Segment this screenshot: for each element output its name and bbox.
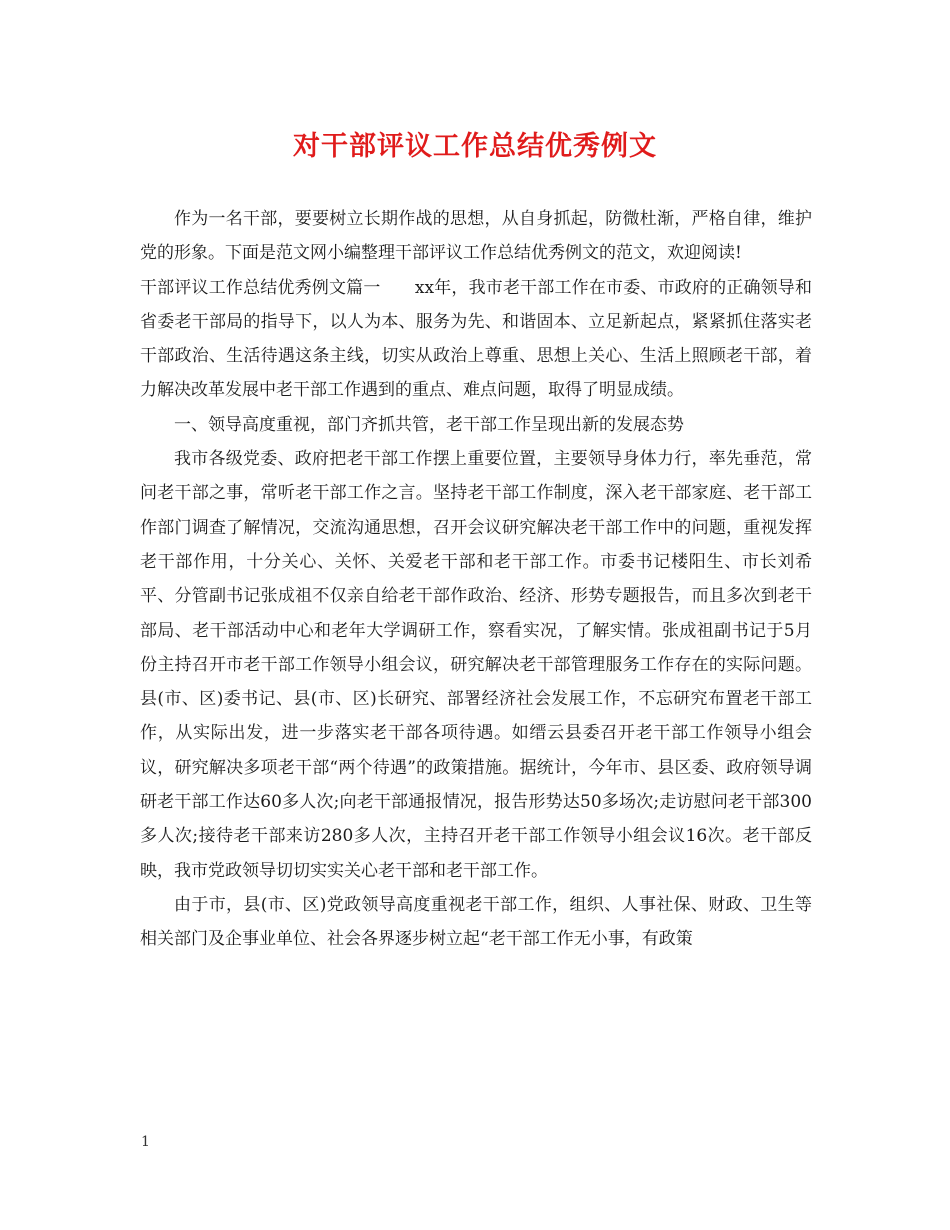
detail-paragraph: 我市各级党委、政府把老干部工作摆上重要位置，主要领导身体力行，率先垂范，常问老干部之事，常听老干部工作之言。坚持老干部工作制度，深入老干部家庭、老干部工作部门调查了解情况，交流沟通思想，召开会议研究解决老干部工作中的问题，重视发挥老干部作用，十分关心、关怀、关爱老干部和老干部工作。市委书记楼阳生、市长刘希平、分管副书记张成祖不仅亲自给老干部作政治、经济、形势专题报告，而且多次到老干部局、老干部活动中心和老年大学调研工作，察看实况，了解实情。张成祖副书记于5月份主持召开市老干部工作领导小组会议，研究解决老干部管理服务工作存在的实际问题。县(市、区)委书记、县(市、区)长研究、部署经济社会发展工作，不忘研究布置老干部工作，从实际出发，进一步落实老干部各项待遇。如缙云县委召开老干部工作领导小组会议，研究解决多项老干部“两个待遇”的政策措施。据统计，今年市、县区委、政府领导调研老干部工作达60多人次;向老干部通报情况，报告形势达50多场次;走访慰问老干部300多人次;接待老干部来访280多人次，主持召开老干部工作领导小组会议16次。老干部反映，我市党政领导切切实实关心老干部和老干部工作。 (140, 449, 812, 881)
continuation-paragraph: 由于市，县(市、区)党政领导高度重视老干部工作，组织、人事社保、财政、卫生等相关部门及企事业单位、社会各界逐步树立起“老干部工作无小事，有政策 (140, 894, 812, 950)
heading-paragraph: 一、领导高度重视，部门齐抓共管，老干部工作呈现出新的发展态势 (174, 414, 684, 435)
document-body (140, 202, 812, 957)
page-number: 1 (141, 1134, 150, 1150)
document-title: 对干部评议工作总结优秀例文 (293, 131, 657, 162)
intro-paragraph: 作为一名干部，要要树立长期作战的思想，从自身抓起，防微杜渐，严格自律，维护党的形象。下面是范文网小编整理干部评议工作总结优秀例文的范文，欢迎阅读! (140, 209, 812, 264)
section-one-paragraph: 干部评议工作总结优秀例文篇一 xx年，我市老干部工作在市委、市政府的正确领导和省委老干部局的指导下，以人为本、服务为先、和谐固本、立足新起点，紧紧抓住落实老干部政治、生活待遇这条主线，切实从政治上尊重、思想上关心、生活上照顾老干部，着力解决改革发展中老干部工作遇到的重点、难点问题，取得了明显成绩。 (140, 277, 812, 401)
